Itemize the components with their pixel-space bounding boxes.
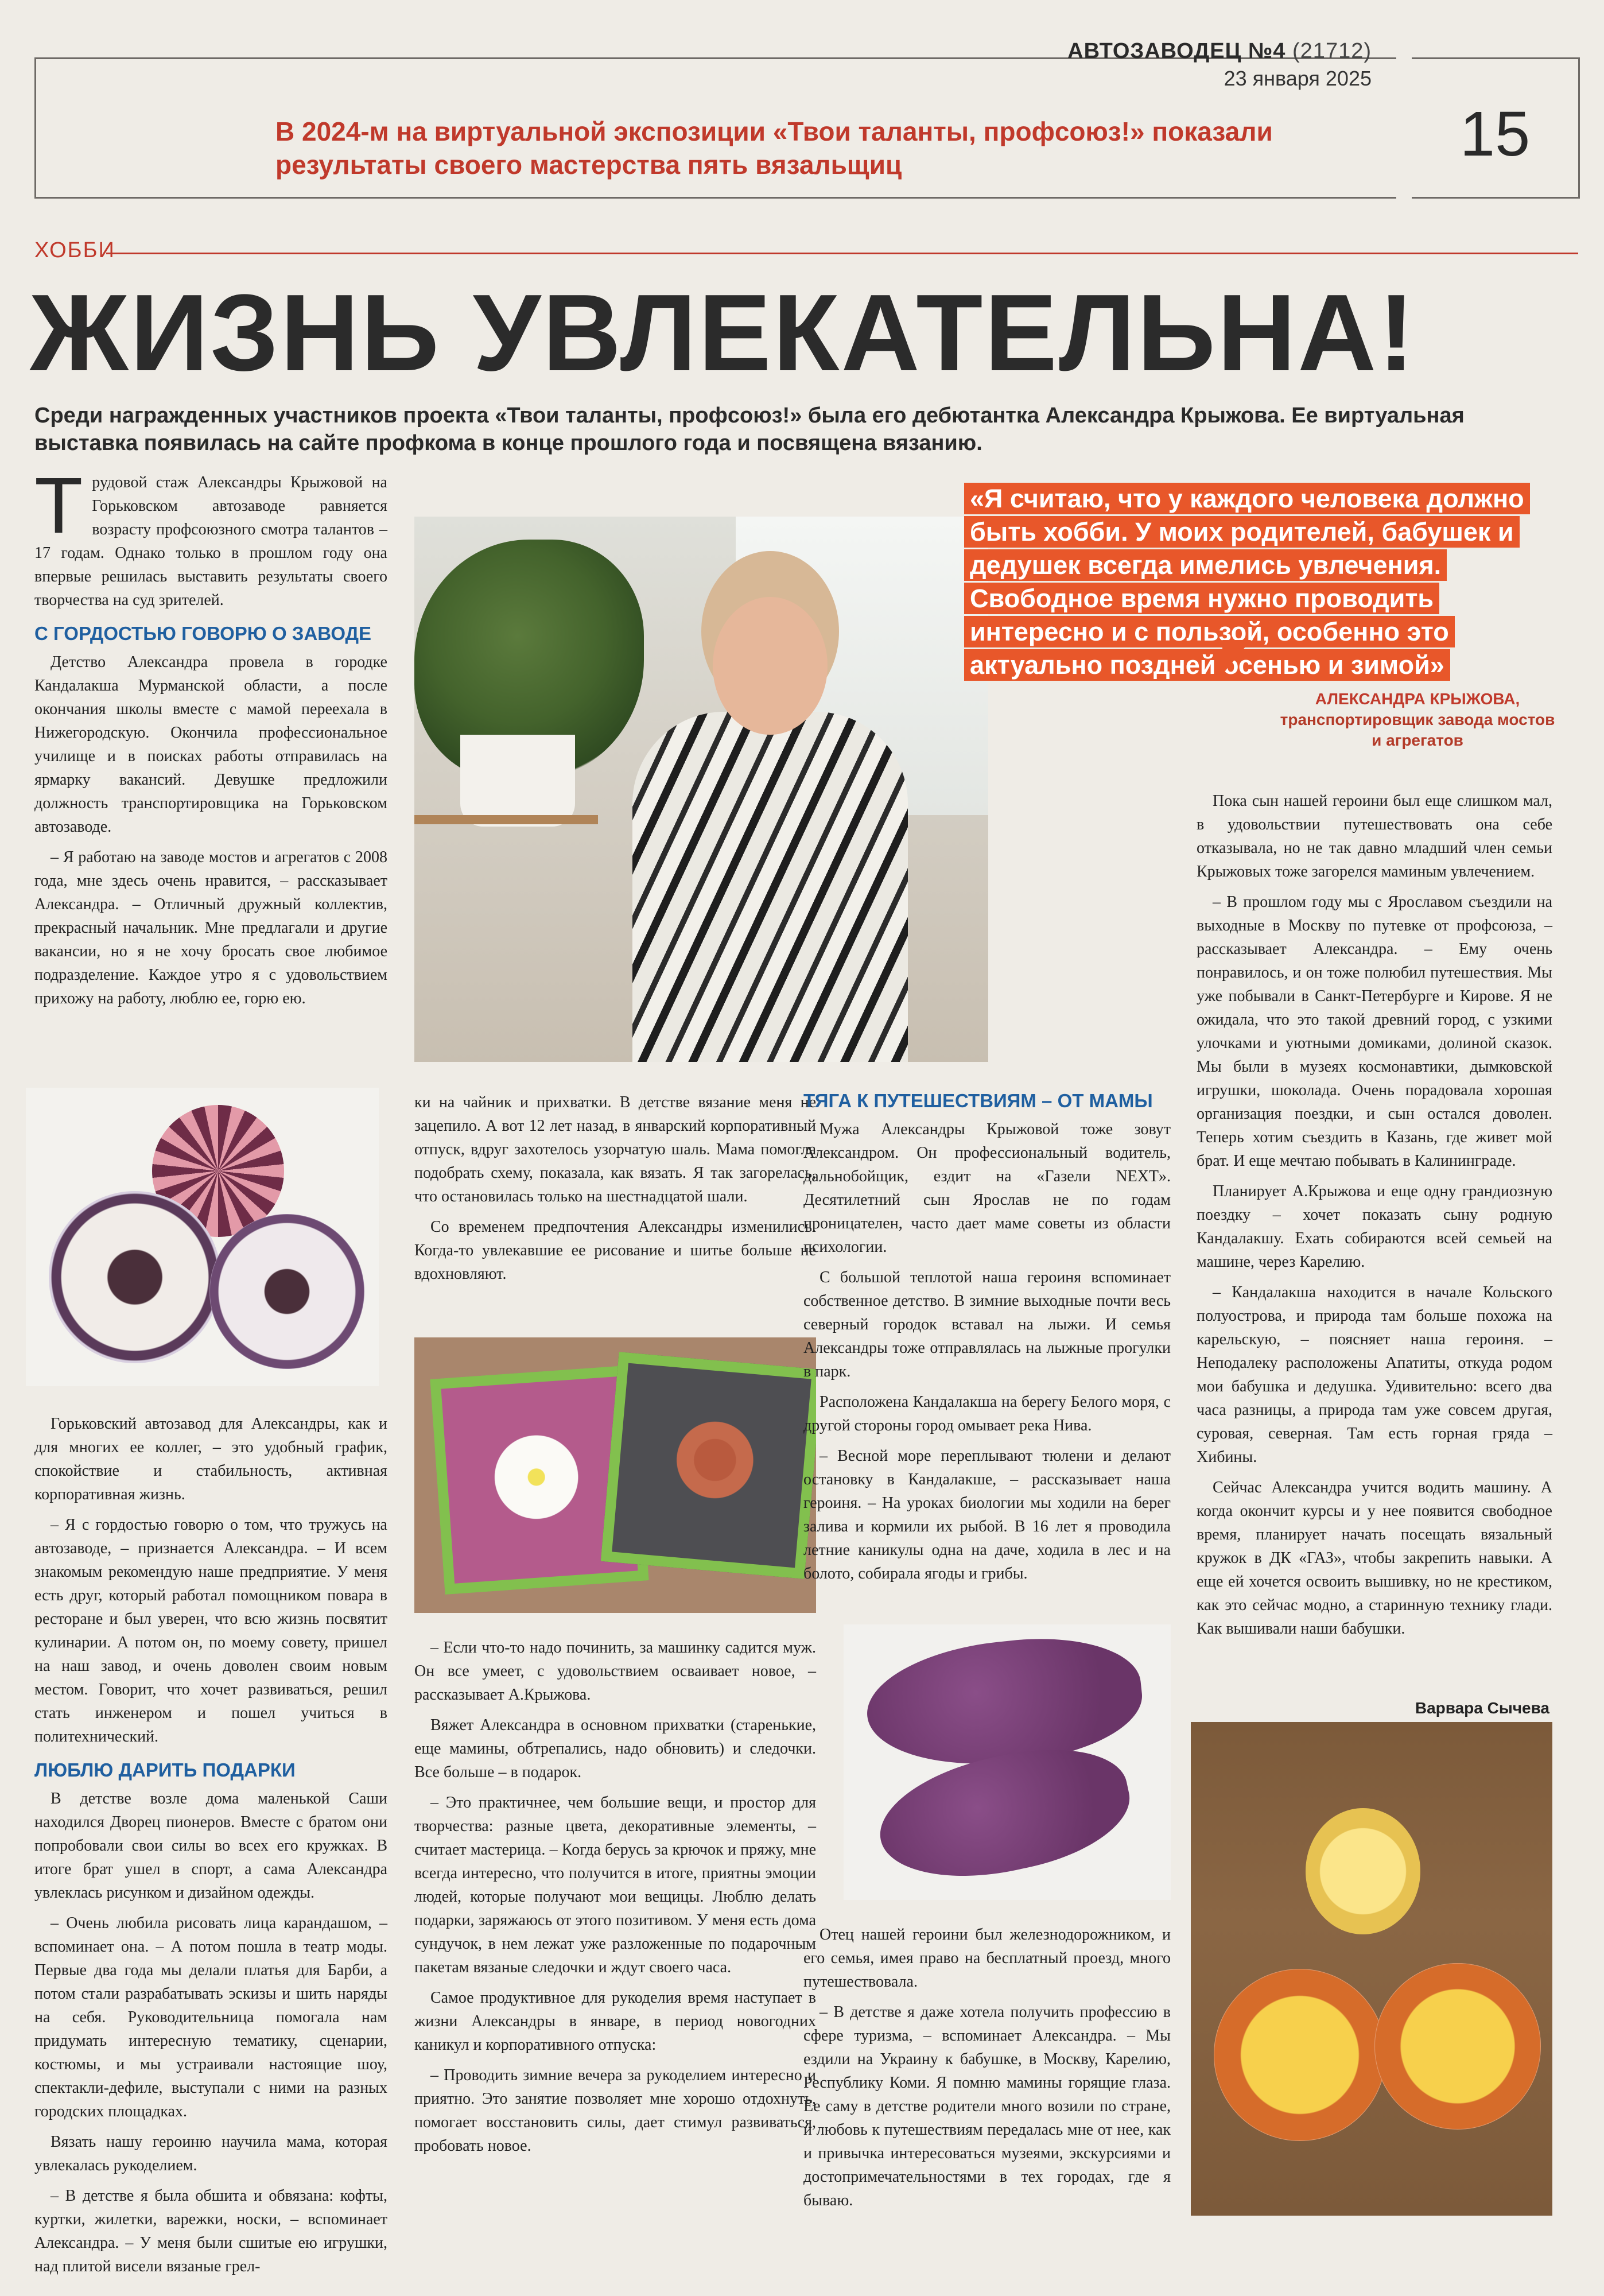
paragraph: Сейчас Александра учится водить машину. А когда окончит курсы и у нее появится свободное время, планирует начать посещать вязальный кружок в ДК «ГАЗ», чтобы закрепить навыки. А еще ей хочется освоить вышивку, но не крестиком, как это сейчас модно, а старинную технику глади. Как вышивали наши бабушки. [1197,1479,1552,1638]
paragraph: – В прошлом году мы с Ярославом съездили на выходные в Москву по путевке от профсоюза, – рассказывает Александра. – Ему очень понравилось, и он тоже полюбил путешествия. Мы уже побывали в Санкт-Петербурге и Кирове. Я не ожидала, что это такой древний город, с узкими улочками и уютными домиками, долиной сказок. Мы были в музеях космонавтики, дымковской игрушки, шоколада. Очень порадовала хорошая организация поездки, и сын остался доволен. Теперь хотим съездить в Казань, где живет мой брат. И еще мечтаю побывать в Калининграде. [1197,893,1552,1170]
column-1-top [34,461,387,1017]
paragraph: Мужа Александры Крыжовой тоже зовут Александром. Он профессиональный водитель, дальнобойщик, ездит на «Газели NEXT». Десятилетний сын Ярослав не по годам проницателен, часто дает маме советы из области психологии. [803,1120,1171,1256]
promo-teaser: В 2024-м на виртуальной экспозиции «Твои таланты, профсоюз!» показали результаты своего мастерства пять вязальщиц [275,117,1273,180]
caption-role: транспортировщик завода мостов и агрегатов [1280,711,1555,749]
side-table [414,815,598,1062]
paragraph: Отец нашей героини был железнодорожником, и его семья, имея право на бесплатный проезд, много путешествовала. [803,1926,1171,1991]
subhead-factory: С ГОРДОСТЬЮ ГОВОРЮ О ЗАВОДЕ [34,623,372,644]
photo-caption [1280,689,1555,751]
issue-title: АВТОЗАВОДЕЦ №4 (21712) [1067,39,1372,63]
rubric-label: ХОББИ [34,238,115,262]
lion-slipper-right [1374,1963,1541,2130]
grey-square [601,1352,816,1579]
column-2-bottom [414,1636,816,2165]
rubric-divider [106,253,1578,254]
slipper-bottom [869,1731,1140,1896]
photo-portrait [414,517,988,1062]
subhead-gifts: ЛЮБЛЮ ДАРИТЬ ПОДАРКИ [34,1759,296,1781]
column-2-top [414,1091,816,1293]
pull-quote: «Я считаю, что у каждого человека должно быть хобби. У моих родителей, бабушек и дедушек всегда имелись увлечения. Свободное время нужно проводить интересно и с пользой, особенно это актуально поздней осенью и зимой» [964,482,1561,682]
column-4 [1197,789,1552,1647]
photo-slippers [844,1624,1171,1900]
person-blouse [632,712,908,1062]
paragraph: Вяжет Александра в основном прихватки (старенькие, еще мамины, обтрепались, надо обновить) и следочки. Все больше – в подарок. [414,1716,816,1781]
paragraph: Пока сын нашей героини был еще слишком мал, в удовольствии путешествовать она себе отказывала, но не так давно младший член семьи Крыжовых тоже загорелся маминым увлечением. [1197,792,1552,881]
paragraph: ки на чайник и прихватки. В детстве вязание меня не зацепило. А вот 12 лет назад, в январский корпоративный отпуск, вдруг захотелось узорчатую шаль. Мама помогла подобрать схему, показала, как вязать. Я так загорелась, что остановилась только на шестнадцатой шали. [414,1093,816,1205]
potholder-round-left [49,1191,221,1363]
column-3-bottom [803,1923,1171,2219]
paragraph: – Это практичнее, чем большие вещи, и простор для творчества: разные цвета, декоративные элементы, – считает мастерица. – Когда берусь за крючок и пряжу, мне всегда интересно, что получится в итоге, приятны эмоции людей, которые получают мои вещицы. Люблю делать подарки, заряжаюсь от этого позитивом. У меня есть дома сундучок, в нем лежат уже разложенные по подарочным пакетам вязаные следочки и ждут своего часа. [414,1794,816,1976]
paragraph: – Проводить зимние вечера за рукоделием интересно и приятно. Это занятие позволяет мне хорошо отдохнуть, помогает восстановить силы, дает стимул развиваться, пробовать новое. [414,2066,816,2155]
paragraph: Расположена Кандалакша на берегу Белого моря, с другой стороны город омывает река Нива. [803,1393,1171,1434]
paragraph: Детство Александра провела в городке Кандалакша Мурманской области, а после окончания школы вместе с мамой переехала в Нижегородскую. Окончила профессиональное училище и в поисках работы отправилась на ярмарку вакансий. Девушке предложили должность транспортировщика на Горьковском автозаводе. [34,653,387,836]
paragraph: С большой теплотой наша героиня вспоминает собственное детство. В зимние выходные почти весь северный городок вставал на лыжи. И семья Александры тоже отправлялась на лыжные прогулки в парк. [803,1269,1171,1380]
potholder-round-right [209,1214,364,1369]
drop-cap: Т [34,461,83,550]
person-face [713,597,828,735]
photo-crochet-squares [414,1337,816,1613]
paragraph: В детстве возле дома маленькой Саши находился Дворец пионеров. Вместе с братом они попробовали свои силы во всех его кружках. В итоге брат ушел в спорт, а сама Александра увлеклась рисунком и дизайном одежды. [34,1790,387,1902]
paragraph: – Весной море переплывают тюлени и делают остановку в Кандалакше, – рассказывает наша героиня. – На уроках биологии мы ходили на берег залива и кормили их рыбой. В 16 лет я проводила летние каникулы одна на даче, ходила в лес и на болото, собирала ягоды и грибы. [803,1447,1171,1583]
paragraph: – Я работаю на заводе мостов и агрегатов с 2008 года, мне здесь очень нравится, – рассказывает Александра. – Отличный дружный коллектив, прекрасный начальник. Мне предлагали и другие вакансии, но я не хочу бросать свое любимое подразделение. Каждое утро я с удовольствием прихожу на работу, люблю ее, горю ею. [34,848,387,1007]
intro-paragraph: Трудовой стаж Александры Крыжовой на Горьковском автозаводе равняется возрасту профсоюзного смотра талантов – 17 годам. Однако только в прошлом году она впервые решилась выставить результаты своего творчества на суд зрителей. [34,461,387,609]
article-headline: ЖИЗНЬ УВЛЕКАТЕЛЬНА! [30,272,1416,394]
plush-toy [1306,1808,1420,1934]
quote-pointer [1222,640,1251,674]
paragraph: Со временем предпочтения Александры изменились. Когда-то увлекавшие ее рисование и шитье больше не вдохновляют. [414,1218,816,1283]
paragraph: – Если что-то надо починить, за машинку садится муж. Он все умеет, с удовольствием осваивает новое, – рассказывает А.Крыжова. [414,1639,816,1704]
issue-date: 23 января 2025 [1224,67,1372,90]
paragraph: – В детстве я даже хотела получить профессию в сфере туризма, – вспоминает Александра. – Мы ездили на Украину к бабушке, в Москву, Карелию, Республику Коми. Я помню мамины горящие глаза. Ее саму в детстве родители много возили по стране, и любовь к путешествиям передалась мне от нее, как и привычка интересоваться музеями, экскурсиями и достопримечательностями в тех городах, где я бываю. [803,2003,1171,2209]
plant-pot [460,735,575,827]
author-signature: Варвара Сычева [1415,1699,1549,1717]
article-lead: Среди награжденных участников проекта «Твои таланты, профсоюз!» была его дебютантка Александра Крыжова. Ее виртуальная выставка появилась на сайте профкома в конце прошлого года и посвящена вязанию. [34,404,1465,455]
subhead-travel: ТЯГА К ПУТЕШЕСТВИЯМ – ОТ МАМЫ [803,1090,1153,1111]
paragraph: – Я с гордостью говорю о том, что тружусь на автозаводе, – признается Александра. – И всем знакомым рекомендую наше предприятие. У меня есть друг, который работал помощником повара в ресторане и был уверен, что всю жизнь посвятит кулинарии. А потом он, по моему совету, пришел на наш завод, и очень доволен своим новым местом. Говорит, что хочет развиваться, решил стать инженером и пошел учиться в политехнический. [34,1516,387,1746]
paragraph: – Очень любила рисовать лица карандашом, – вспоминает она. – А потом пошла в театр моды. Первые два года мы делали платья для Барби, а потом стали разрабатывать эскизы и шить наряды на себя. Руководительница помогала нам придумать интересную тематику, сценарии, костюмы, и мы устраивали настоящие шоу, спектакли-дефиле, выступали с ними на разных городских площадках. [34,1914,387,2120]
page-number: 15 [1459,99,1531,169]
paragraph: – Кандалакша находится в начале Кольского полуострова, и природа там больше похожа на карельскую, – поясняет наша героиня. – Неподалеку расположены Апатиты, откуда родом мои бабушка и дедушка. Удивительно: всего два часа разницы, а природа там уже совсем другая, суровая, северная. Там есть горная гряда – Хибины. [1197,1283,1552,1466]
lion-slipper-left [1214,1969,1386,2141]
paragraph: Вязать нашу героиню научила мама, которая увлекалась рукоделием. [34,2133,387,2174]
column-3-top [803,1079,1171,1592]
slipper-top [861,1627,1147,1776]
column-1-bottom [34,1412,387,2285]
paragraph: Горьковский автозавод для Александры, как и для многих ее коллег, – это удобный график, спокойствие и стабильность, активная корпоративная жизнь. [34,1415,387,1503]
paragraph: Планирует А.Крыжова и еще одну грандиозную поездку – хочет показать сыну родную Кандалакшу. Ехать собираются всей семьей на машине, через Карелию. [1197,1182,1552,1271]
paragraph: – В детстве я была обшита и обвязана: кофты, куртки, жилетки, варежки, носки, – вспоминает Александра. – У меня были сшитые ею игрушки, над плитой висели вязаные грел- [34,2187,387,2275]
photo-potholders [26,1088,379,1386]
caption-name: АЛЕКСАНДРА КРЫЖОВА, [1315,690,1520,708]
photo-lion-slippers [1191,1722,1552,2216]
paragraph: Самое продуктивное для рукоделия время наступает в жизни Александры в январе, в период новогодних каникул и корпоративного отпуска: [414,1989,816,2054]
